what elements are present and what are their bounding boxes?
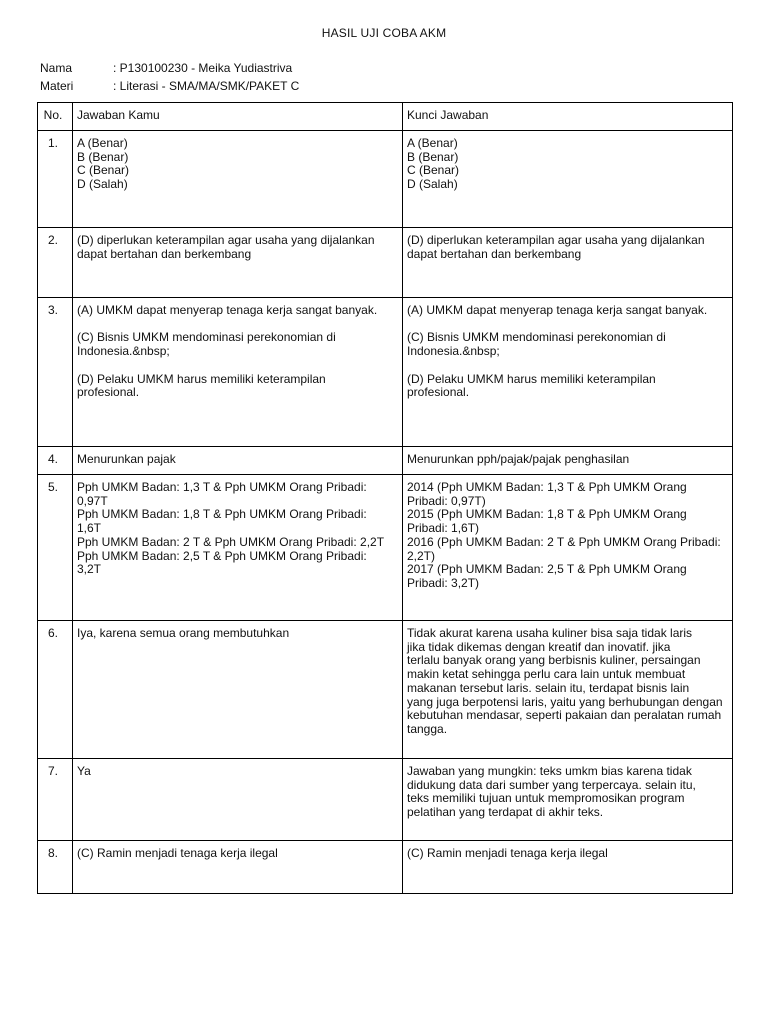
answer-key: (C) Ramin menjadi tenaga kerja ilegal — [403, 841, 733, 894]
row-number: 2. — [38, 228, 73, 298]
answer-key: A (Benar) B (Benar) C (Benar) D (Salah) — [403, 131, 733, 228]
table-row — [38, 841, 733, 894]
header-key: Kunci Jawaban — [403, 103, 733, 131]
row-number: 5. — [38, 475, 73, 621]
answer-key: Menurunkan pph/pajak/pajak penghasilan — [403, 447, 733, 475]
table-header-row — [38, 103, 733, 131]
student-answer: Menurunkan pajak — [73, 447, 403, 475]
page-title: HASIL UJI COBA AKM — [321, 26, 447, 40]
student-answer: A (Benar) B (Benar) C (Benar) D (Salah) — [73, 131, 403, 228]
student-answer: (A) UMKM dapat menyerap tenaga kerja sangat banyak. (C) Bisnis UMKM mendominasi perekonomian di Indonesia.&nbsp; (D) Pelaku UMKM harus memiliki keterampilan profesional. — [73, 298, 403, 447]
answers-table — [37, 102, 733, 894]
row-number: 8. — [38, 841, 73, 894]
table-row — [38, 298, 733, 447]
answer-key: Tidak akurat karena usaha kuliner bisa saja tidak laris jika tidak dikemas dengan kreatif dan inovatif. jika terlalu banyak orang yang berbisnis kuliner, persaingan makin ketat sehingga perlu cara lain untuk membuat makanan tersebut laris. selain itu, terdapat bisnis lain yang juga berpotensi laris, yaitu yang berhubungan dengan kebutuhan mendasar, seperti pakaian dan peralatan rumah tangga. — [403, 621, 733, 759]
table-row — [38, 228, 733, 298]
materi-line — [40, 79, 299, 93]
student-answer: Pph UMKM Badan: 1,3 T & Pph UMKM Orang Pribadi: 0,97T Pph UMKM Badan: 1,8 T & Pph UMKM Orang Pribadi: 1,6T Pph UMKM Badan: 2 T & Pph UMKM Orang Pribadi: 2,2T Pph UMKM Badan: 2,5 T & Pph UMKM Orang Pribadi: 3,2T — [73, 475, 403, 621]
header-answer: Jawaban Kamu — [73, 103, 403, 131]
student-answer: (C) Ramin menjadi tenaga kerja ilegal — [73, 841, 403, 894]
row-number: 3. — [38, 298, 73, 447]
student-answer: (D) diperlukan keterampilan agar usaha yang dijalankan dapat bertahan dan berkembang — [73, 228, 403, 298]
row-number: 4. — [38, 447, 73, 475]
table-row — [38, 759, 733, 841]
table-row — [38, 131, 733, 228]
answer-key: 2014 (Pph UMKM Badan: 1,3 T & Pph UMKM Orang Pribadi: 0,97T) 2015 (Pph UMKM Badan: 1,8 T & Pph UMKM Orang Pribadi: 1,6T) 2016 (Pph UMKM Badan: 2 T & Pph UMKM Orang Pribadi: 2,2T) 2017 (Pph UMKM Badan: 2,5 T & Pph UMKM Orang Pribadi: 3,2T) — [403, 475, 733, 621]
table-row — [38, 475, 733, 621]
answer-key: Jawaban yang mungkin: teks umkm bias karena tidak didukung data dari sumber yang terpercaya. selain itu, teks memiliki tujuan untuk mempromosikan program pelatihan yang terdapat di akhir teks. — [403, 759, 733, 841]
row-number: 1. — [38, 131, 73, 228]
row-number: 6. — [38, 621, 73, 759]
answer-key: (A) UMKM dapat menyerap tenaga kerja sangat banyak. (C) Bisnis UMKM mendominasi perekonomian di Indonesia.&nbsp; (D) Pelaku UMKM harus memiliki keterampilan profesional. — [403, 298, 733, 447]
table-row — [38, 447, 733, 475]
student-answer: Ya — [73, 759, 403, 841]
nama-label: Nama — [40, 61, 73, 75]
answer-key: (D) diperlukan keterampilan agar usaha yang dijalankan dapat bertahan dan berkembang — [403, 228, 733, 298]
table-row — [38, 621, 733, 759]
header-no: No. — [38, 103, 73, 131]
nama-line — [40, 61, 292, 75]
materi-value: : Literasi - SMA/MA/SMK/PAKET C — [113, 79, 300, 93]
student-answer: Iya, karena semua orang membutuhkan — [73, 621, 403, 759]
row-number: 7. — [38, 759, 73, 841]
nama-value: : P130100230 - Meika Yudiastriva — [113, 61, 293, 75]
materi-label: Materi — [40, 79, 74, 93]
